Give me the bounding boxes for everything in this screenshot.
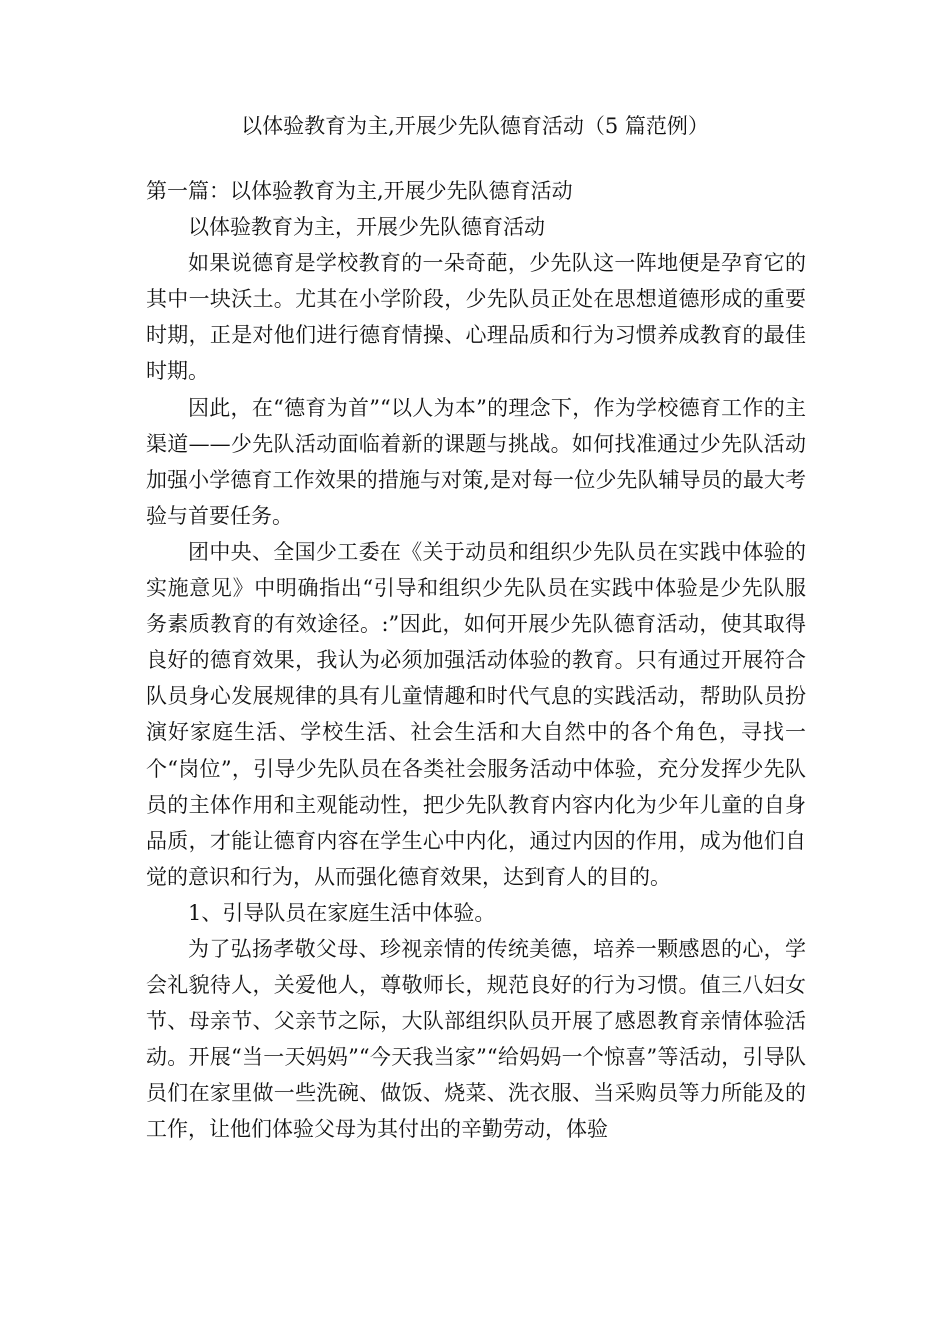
paragraph: 因此，在“德育为首”“以人为本”的理念下，作为学校德育工作的主渠道——少先队活动面临着新的课题与挑战。如何找准通过少先队活动加强小学德育工作效果的措施与对策,是对每一位少先队辅导员的最大考验与首要任务。 — [146, 395, 806, 528]
sub-heading: 以体验教育为主，开展少先队德育活动 — [188, 215, 545, 240]
document-title: 以体验教育为主,开展少先队德育活动（5 篇范例） — [241, 114, 709, 138]
document-body — [146, 173, 806, 1148]
paragraph: 如果说德育是学校教育的一朵奇葩，少先队这一阵地便是孕育它的其中一块沃土。尤其在小学阶段，少先队员正处在思想道德形成的重要时期，正是对他们进行德育情操、心理品质和行为习惯养成教育的最佳时期。 — [146, 251, 806, 384]
list-item-heading: 1、引导队员在家庭生活中体验。 — [188, 900, 496, 925]
paragraph: 为了弘扬孝敬父母、珍视亲情的传统美德，培养一颗感恩的心，学会礼貌待人，关爱他人，尊敬师长，规范良好的行为习惯。值三八妇女节、母亲节、父亲节之际，大队部组织队员开展了感恩教育亲情体验活动。开展“当一天妈妈”“今天我当家”“给妈妈一个惊喜”等活动，引导队员们在家里做一些洗碗、做饭、烧菜、洗衣服、当采购员等力所能及的工作，让他们体验父母为其付出的辛勤劳动，体验 — [146, 936, 806, 1142]
section-heading: 第一篇：以体验教育为主,开展少先队德育活动 — [146, 179, 573, 203]
paragraph: 团中央、全国少工委在《关于动员和组织少先队员在实践中体验的实施意见》中明确指出“引导和组织少先队员在实践中体验是少先队服务素质教育的有效途径。:”因此，如何开展少先队德育活动，使其取得良好的德育效果，我认为必须加强活动体验的教育。只有通过开展符合队员身心发展规律的具有儿童情趣和时代气息的实践活动，帮助队员扮演好家庭生活、学校生活、社会生活和大自然中的各个角色，寻找一个“岗位”，引导少先队员在各类社会服务活动中体验，充分发挥少先队员的主体作用和主观能动性，把少先队教育内容内化为少年儿童的自身品质，才能让德育内容在学生心中内化，通过内因的作用，成为他们自觉的意识和行为，从而强化德育效果，达到育人的目的。 — [146, 539, 806, 889]
